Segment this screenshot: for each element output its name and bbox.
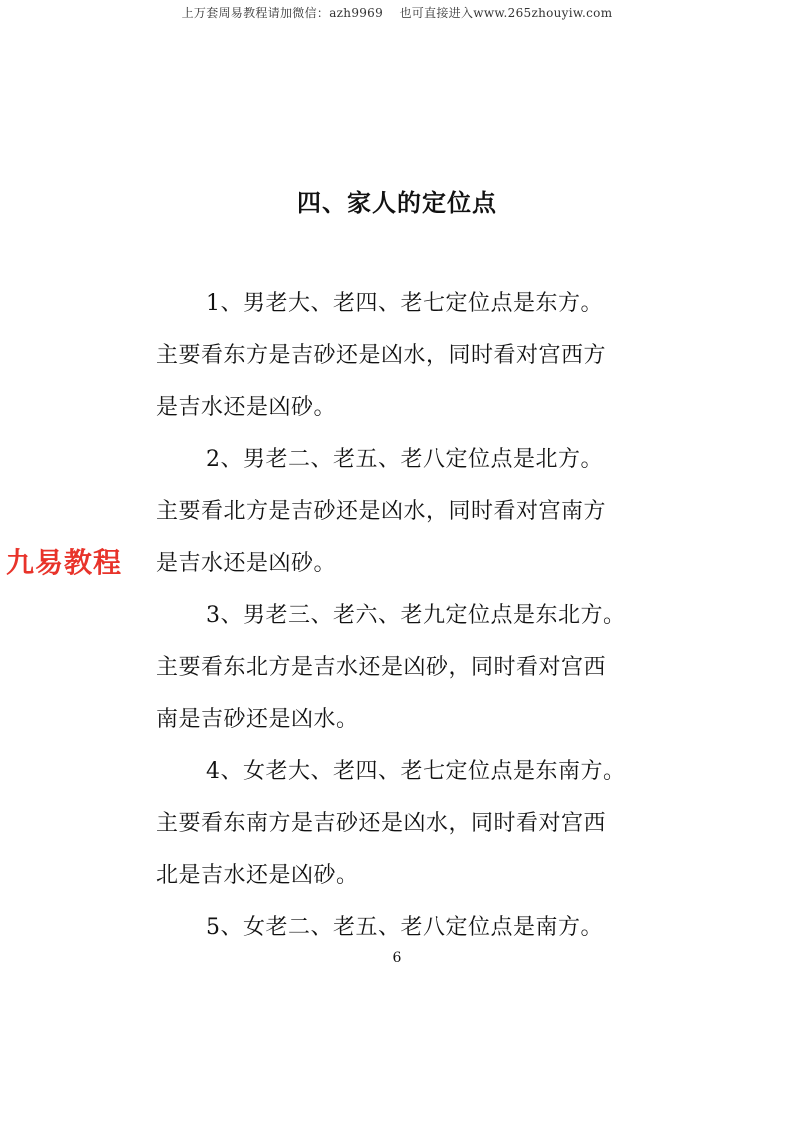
paragraph-line: 是吉水还是凶砂。 [156,395,337,420]
paragraph-line: 1、男老大、老四、老七定位点是东方。 [206,291,603,316]
paragraph-line: 主要看北方是吉砂还是凶水，同时看对宫南方 [156,499,607,524]
paragraph-line: 3、男老三、老六、老九定位点是东北方。 [206,603,626,628]
paragraph-line: 主要看东北方是吉水还是凶砂，同时看对宫西 [156,655,607,680]
header-banner: 上万套周易教程请加微信：azh9969 也可直接进入www.265zhouyiw.com [181,6,613,20]
section-title: 四、家人的定位点 [297,188,497,217]
paragraph-line: 5、女老二、老五、老八定位点是南方。 [206,915,603,940]
page-number: 6 [392,950,402,966]
paragraph-line: 2、男老二、老五、老八定位点是北方。 [206,447,603,472]
body-text [156,278,646,954]
paragraph-line: 主要看东南方是吉砂还是凶水，同时看对宫西 [156,811,607,836]
paragraph-line: 主要看东方是吉砂还是凶水，同时看对宫西方 [156,343,607,368]
paragraph-line: 4、女老大、老四、老七定位点是东南方。 [206,759,626,784]
paragraph-line: 是吉水还是凶砂。 [156,551,337,576]
paragraph-line: 北是吉水还是凶砂。 [156,863,359,888]
paragraph-line: 南是吉砂还是凶水。 [156,707,359,732]
watermark-logo: 九易教程 [6,546,123,579]
